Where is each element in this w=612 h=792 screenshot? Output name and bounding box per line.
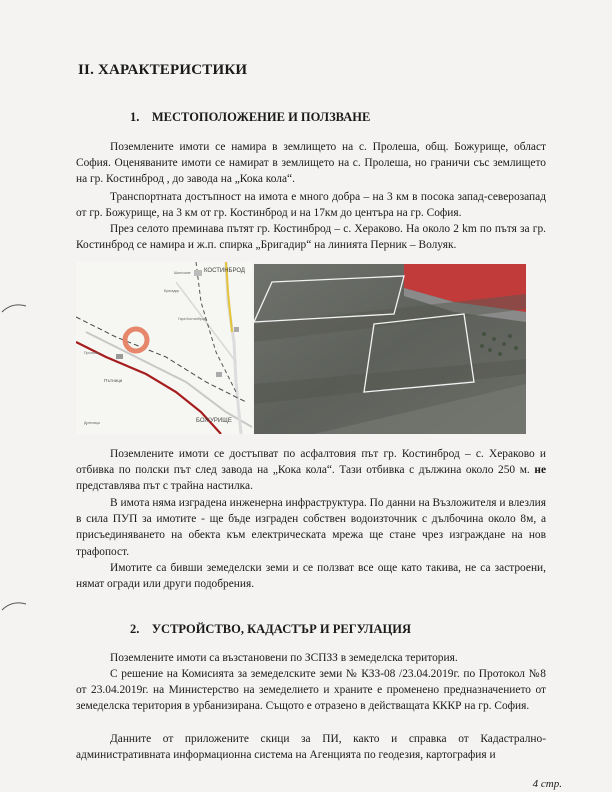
page-number: 4 стр. <box>532 778 562 790</box>
paragraph-land-use: Имотите са бивши земеделски земи и се ползват все още като такива, не са застроени, нямат огради или други подобрения. <box>76 562 546 591</box>
paragraph-access <box>76 446 546 495</box>
map-label-small-1: Бригадир <box>164 289 180 293</box>
margin-mark-bottom <box>0 598 30 612</box>
paragraph-location: Поземлените имоти се намира в землището на с. Пролеша, общ. Божурище, област София. Оценяваните имоти се намират в землището на с. Пролеша, но граничи със землището на гр. Костинброд , до завода на „Кока кола“. <box>76 141 546 186</box>
aerial-photo-graphic <box>254 264 526 434</box>
access-text-end: представлява път с трайна настилка. <box>76 480 253 493</box>
map-label-bozhurishte: БОЖУРИЩЕ <box>196 418 232 424</box>
paragraph-infrastructure: В имота няма изградена инженерна инфраструктура. По данни на Възложителя и влезлия в сила ПУП за имотите - ще бъде изграден собствен водоизточник с дълбочина около 8м, а присъединяването на обекта към електрическата мрежа ще стане чрез изграждане на нов трафопост. <box>76 497 546 558</box>
access-text-start: Поземлените имоти се достъпват по асфалтовия път гр. Костинброд – с. Хераково и отбивка по полски път след завода на „Кока кола“. Тази отбивка с дължина около 250 м. <box>76 448 546 477</box>
paragraph-restitution: Поземлените имоти са възстановени по ЗСПЗЗ в земеделска територия. <box>110 652 458 664</box>
location-map <box>76 262 252 434</box>
subsection-1-number: 1. <box>130 110 140 124</box>
map-label-putnitsi: Пътници <box>104 378 123 383</box>
subsection-1-title: МЕСТОПОЛОЖЕНИЕ И ПОЛЗВАНЕ <box>151 110 371 124</box>
subsection-2-title: УСТРОЙСТВО, КАДАСТЪР И РЕГУЛАЦИЯ <box>151 622 411 636</box>
subsection-2-number: 2. <box>130 622 140 636</box>
paragraph-decision: С решение на Комисията за земеделските земи № КЗЗ-08 /23.04.2019г. по Протокол №8 от 23.04.2019г. на Министерство на земеделието и храните е променено предназначението от земеделска територия в урбанизирана. Същото е отразено в действащата КККР на гр. София. <box>76 668 546 713</box>
map-label-small-2: Гара Костинброд <box>178 317 206 321</box>
map-label-kostinbrod: КОСТИНБРОД <box>204 268 245 274</box>
location-map-graphic <box>76 262 252 434</box>
access-text-bold: не <box>534 464 546 477</box>
section-title: II. ХАРАКТЕРИСТИКИ <box>78 62 248 78</box>
map-label-small-4: Дреновци <box>84 421 100 425</box>
map-label-shipochane: Шипочане <box>174 271 191 275</box>
aerial-photo <box>254 264 526 434</box>
map-label-small-3: Пролеша <box>84 351 100 355</box>
subsection-2-heading <box>130 622 411 637</box>
paragraph-road: През селото преминава пътят гр. Костинброд – с. Хераково. На около 2 km по пътя за гр. Костинброд се намира и ж.п. спирка „Бригадир“ на линията Перник – Волуяк. <box>76 223 546 252</box>
subsection-1-heading <box>130 110 370 125</box>
paragraph-transport: Транспортната достъпност на имота е много добра – на 3 км в посока запад-северозапад от гр. Божурище, на 3 км от гр. Костинброд и на 17км до центъра на гр. София. <box>76 191 546 220</box>
paragraph-data: Данните от приложените скици за ПИ, както и справка от Кадастрално-административната информационна система на Агенцията по геодезия, картография и <box>76 733 546 762</box>
margin-mark-top <box>0 300 30 314</box>
